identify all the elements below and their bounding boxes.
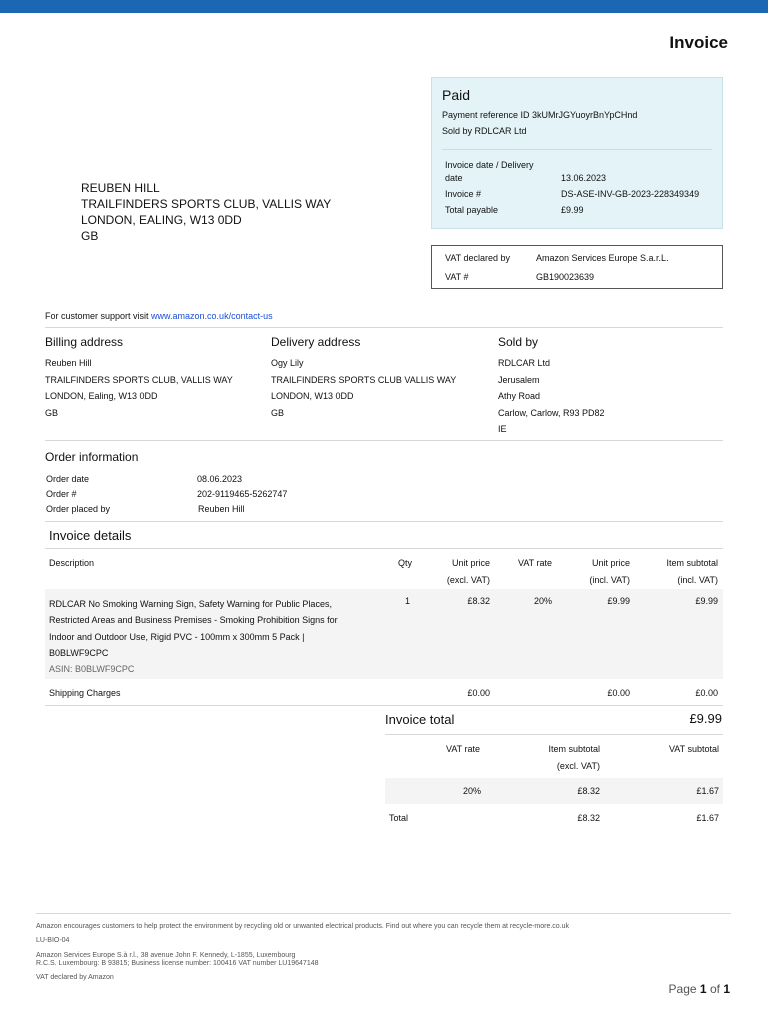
divider <box>45 521 723 522</box>
divider <box>45 327 723 328</box>
divider <box>45 440 723 441</box>
support-link[interactable]: www.amazon.co.uk/contact-us <box>151 311 273 321</box>
vat-number-label: VAT # <box>445 272 469 282</box>
invoice-number-label: Invoice # <box>445 189 482 199</box>
item-description <box>49 596 338 677</box>
invoice-number-value: DS-ASE-INV-GB-2023-228349349 <box>561 189 700 199</box>
delivery-address-title: Delivery address <box>271 335 361 349</box>
col-unit-excl-line1: Unit price <box>451 558 490 568</box>
recipient-line: TRAILFINDERS SPORTS CLUB, VALLIS WAY <box>81 197 332 211</box>
order-placed-value: Reuben Hill <box>198 504 245 514</box>
page-label: Page <box>668 982 697 996</box>
total-row-item-subtotal: £8.32 <box>577 813 600 823</box>
order-date-value: 08.06.2023 <box>197 474 243 484</box>
recipient-line: LONDON, EALING, W13 0DD <box>81 213 242 227</box>
item-qty: 1 <box>405 596 411 606</box>
totals-col-vat-subtotal: VAT subtotal <box>668 744 719 754</box>
col-subtotal-line2: (incl. VAT) <box>677 575 718 585</box>
item-unit-excl: £8.32 <box>467 596 490 606</box>
invoice-date-value: 13.06.2023 <box>561 173 607 183</box>
delivery-line: Ogy Lily <box>271 358 304 368</box>
totals-vat-subtotal: £1.67 <box>696 786 719 796</box>
order-info-title: Order information <box>45 450 139 464</box>
recipient-line: GB <box>81 229 99 243</box>
footer-company-line2: R.C.S. Luxembourg: B 93815; Business license number: 100416 VAT number LU19647148 <box>36 960 319 967</box>
total-row-label: Total <box>389 813 409 823</box>
vat-declaration-box <box>431 245 723 289</box>
item-vat-rate: 20% <box>534 596 553 606</box>
payment-summary-box <box>431 77 723 229</box>
totals-col-item-sub-line2: (excl. VAT) <box>556 761 600 771</box>
item-unit-incl: £9.99 <box>607 596 630 606</box>
shipping-unit-incl: £0.00 <box>607 688 630 698</box>
billing-line: GB <box>45 407 59 418</box>
invoice-details-title: Invoice details <box>49 528 132 543</box>
col-description: Description <box>49 558 95 568</box>
item-desc-line: B0BLWF9CPC <box>49 647 109 658</box>
table-row <box>385 778 723 804</box>
invoice-date-label-cont: date <box>445 173 463 183</box>
divider <box>45 705 723 706</box>
sold-by-title: Sold by <box>498 335 539 349</box>
page-title: Invoice <box>669 33 728 52</box>
sold-by-line: RDLCAR Ltd <box>498 358 551 368</box>
billing-line: LONDON, Ealing, W13 0DD <box>45 391 158 401</box>
item-asin: ASIN: B0BLWF9CPC <box>49 664 135 675</box>
order-number-label: Order # <box>46 489 77 499</box>
recipient-line: REUBEN HILL <box>81 181 160 195</box>
totals-col-item-subtotal <box>525 744 600 771</box>
payment-status: Paid <box>442 87 471 103</box>
invoice-total-label: Invoice total <box>385 712 455 727</box>
footer-divider <box>36 913 731 914</box>
table-row <box>45 589 723 679</box>
footer-environment-note: Amazon encourages customers to help protect the environment by recycling old or unwanted electrical products. Find out where you can recycle them at recycle-more.co.uk <box>36 923 570 930</box>
col-unit-excl <box>420 558 490 585</box>
totals-vat-rate: 20% <box>463 786 482 796</box>
shipping-label: Shipping Charges <box>49 688 121 698</box>
page-total: 1 <box>723 982 730 996</box>
delivery-line: LONDON, W13 0DD <box>271 391 354 401</box>
delivery-address <box>271 355 456 421</box>
total-row-vat-subtotal: £1.67 <box>696 813 719 823</box>
sold-by-address <box>498 355 605 438</box>
billing-line: TRAILFINDERS SPORTS CLUB, VALLIS WAY <box>45 374 233 385</box>
sold-by-line: Athy Road <box>498 391 541 401</box>
payment-reference: Payment reference ID 3kUMrJGYuoyrBnYpCHnd <box>442 110 638 120</box>
shipping-unit-excl: £0.00 <box>467 688 490 698</box>
page-indicator <box>669 982 730 996</box>
totals-col-vat-rate: VAT rate <box>446 744 481 754</box>
sold-by-line: IE <box>498 424 507 434</box>
item-desc-line: Restricted Areas and Business Premises - Smoking Prohibition Signs for <box>49 615 338 626</box>
col-unit-incl <box>560 558 630 585</box>
delivery-line: TRAILFINDERS SPORTS CLUB VALLIS WAY <box>271 374 457 385</box>
col-unit-incl-line2: (incl. VAT) <box>589 575 630 585</box>
total-payable-value: £9.99 <box>561 205 584 215</box>
col-unit-incl-line1: Unit price <box>591 558 630 568</box>
billing-address <box>45 355 233 421</box>
invoice-total-value: £9.99 <box>689 711 722 726</box>
footer-vat-declared: VAT declared by Amazon <box>36 974 114 981</box>
top-bar <box>0 0 768 13</box>
order-date-label: Order date <box>46 474 90 484</box>
sold-by-line: Jerusalem <box>498 374 540 385</box>
vat-declared-label: VAT declared by <box>445 253 511 263</box>
divider <box>385 734 723 735</box>
footer-code: LU-BIO-04 <box>36 937 70 944</box>
totals-col-item-sub-line1: Item subtotal <box>548 744 600 754</box>
item-desc-line: RDLCAR No Smoking Warning Sign, Safety Warning for Public Places, <box>49 599 332 609</box>
item-subtotal: £9.99 <box>695 596 718 606</box>
shipping-subtotal: £0.00 <box>695 688 718 698</box>
delivery-line: GB <box>271 407 285 418</box>
sold-by-line: Carlow, Carlow, R93 PD82 <box>498 407 605 418</box>
divider <box>45 548 723 549</box>
col-vat-rate: VAT rate <box>518 558 553 568</box>
customer-support-line <box>45 311 273 321</box>
total-payable-label: Total payable <box>445 205 499 215</box>
billing-line: Reuben Hill <box>45 358 92 368</box>
vat-number-value: GB190023639 <box>536 272 595 282</box>
item-desc-line: Indoor and Outdoor Use, Rigid PVC - 100mm x 300mm 5 Pack | <box>49 631 305 642</box>
footer-company-line1: Amazon Services Europe S.à r.l., 38 avenue John F. Kennedy, L-1855, Luxembourg <box>36 952 296 959</box>
col-subtotal-line1: Item subtotal <box>666 558 718 568</box>
sold-by-line: Sold by RDLCAR Ltd <box>442 126 527 136</box>
page-number: 1 <box>699 982 707 996</box>
support-text: For customer support visit <box>45 311 152 321</box>
recipient-address <box>81 180 331 244</box>
page-of: of <box>709 982 720 996</box>
totals-item-subtotal: £8.32 <box>577 786 600 796</box>
vat-declared-value: Amazon Services Europe S.a.r.L. <box>536 253 669 263</box>
invoice-date-label: Invoice date / Delivery <box>445 160 534 170</box>
billing-address-title: Billing address <box>45 335 124 349</box>
col-unit-excl-line2: (excl. VAT) <box>446 575 490 585</box>
col-qty: Qty <box>398 558 413 568</box>
col-item-subtotal <box>640 558 718 585</box>
order-number-value: 202-9119465-5262747 <box>197 489 288 499</box>
order-placed-label: Order placed by <box>46 504 111 514</box>
payment-divider <box>442 149 712 150</box>
